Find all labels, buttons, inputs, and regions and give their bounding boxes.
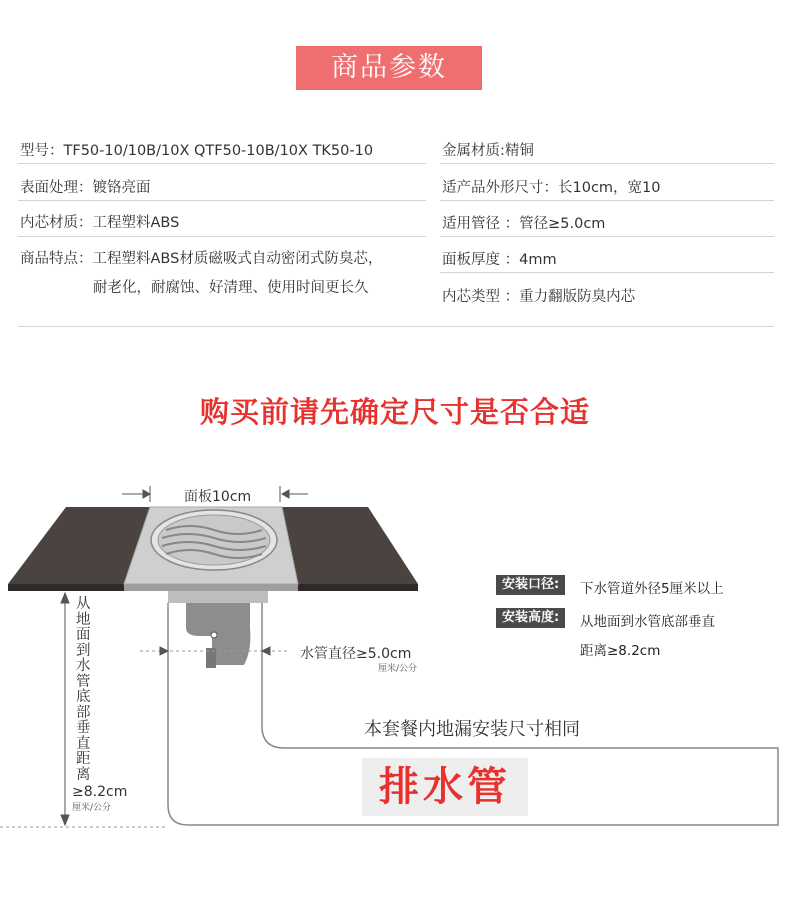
divider — [440, 200, 774, 201]
spec-panel-thickness: 面板厚度 ：4mm — [442, 252, 557, 268]
same-size-note: 本套餐内地漏安装尺寸相同 — [364, 719, 580, 740]
divider — [440, 163, 774, 164]
install-height-tag: 安装高度: — [496, 608, 565, 628]
spec-features: 商品特点：工程塑料ABS材质磁吸式自动密闭式防臭芯， — [20, 251, 383, 267]
spec-metal-material: 金属材质:精铜 — [442, 143, 534, 159]
pipe-diameter-label: 水管直径≥5.0cm — [300, 646, 412, 662]
divider — [440, 272, 774, 273]
drain-core — [186, 603, 250, 665]
installation-diagram — [0, 460, 790, 910]
install-port-tag: 安装口径: — [496, 575, 565, 595]
divider — [18, 163, 426, 164]
diagram-drawing — [0, 460, 790, 910]
spec-dimensions: 适产品外形尺寸：长10cm，宽10 — [442, 180, 661, 196]
drain-body — [168, 591, 268, 603]
vertical-distance-unit: 厘米/公分 — [72, 803, 112, 813]
vertical-dimension — [61, 593, 69, 825]
spec-core-material: 内芯材质：工程塑料ABS — [20, 215, 180, 231]
pipe-diameter-unit: 厘米/公分 — [378, 664, 418, 674]
divider — [440, 236, 774, 237]
panel-width-label: 面板10cm — [184, 489, 252, 505]
install-height-text: 从地面到水管底部垂直 — [580, 614, 715, 630]
section-title: 商品参数 — [296, 46, 482, 90]
spec-pipe-fit: 适用管径 ：管径≥5.0cm — [442, 216, 606, 232]
vertical-distance-label: 从地面到水管底部垂直距离 — [76, 596, 91, 783]
spec-core-type: 内芯类型 ：重力翻版防臭内芯 — [442, 289, 636, 305]
spec-features-continued: 耐老化，耐腐蚀、好清理、使用时间更长久 — [93, 280, 369, 296]
headline: 购买前请先确定尺寸是否合适 — [199, 395, 590, 429]
divider — [18, 326, 774, 327]
install-height-text-2: 距离≥8.2cm — [580, 643, 661, 659]
spec-model: 型号：TF50-10/10B/10X QTF50-10B/10X TK50-10 — [20, 143, 374, 159]
install-port-text: 下水管道外径5厘米以上 — [580, 581, 724, 597]
pipe-name: 排水管 — [362, 758, 528, 816]
divider — [18, 236, 426, 237]
vertical-distance-value: ≥8.2cm — [72, 784, 128, 800]
spec-surface: 表面处理：镀铬亮面 — [20, 180, 151, 196]
divider — [18, 200, 426, 201]
